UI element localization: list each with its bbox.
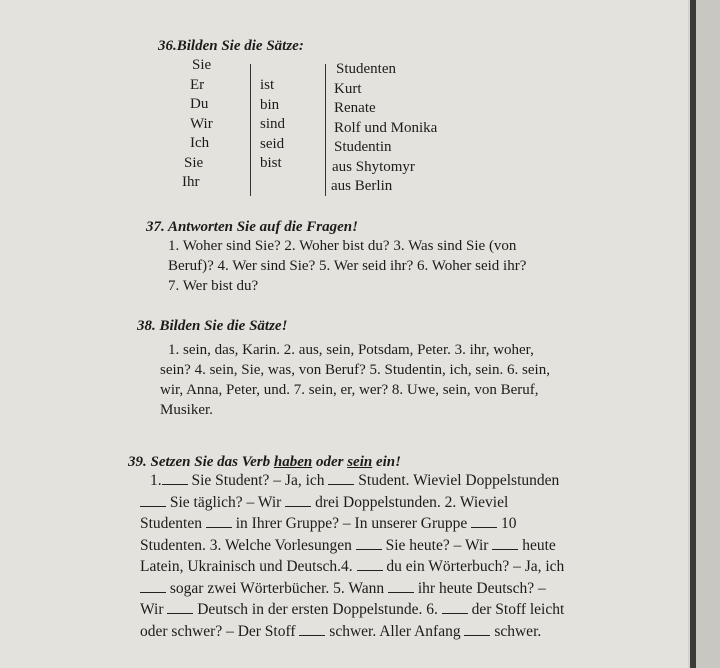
verb: sind (260, 116, 286, 132)
title-part: ein! (372, 454, 401, 470)
text-line: Musiker. (160, 402, 213, 418)
text-fragment: Studenten (140, 515, 206, 532)
gap-blank (167, 601, 193, 614)
title-part: oder (312, 454, 348, 470)
text-fragment: schwer. (490, 622, 542, 640)
exercise-38-text (164, 340, 658, 360)
gap-blank (299, 623, 325, 636)
gap-blank (442, 601, 468, 614)
pronoun: Sie (192, 57, 212, 73)
gap-blank (328, 472, 354, 485)
text-fragment: Studenten. 3. Welche Vorlesungen (140, 536, 356, 554)
column-divider (250, 64, 251, 196)
text-fragment: Student. Wieviel Doppelstunden (354, 472, 560, 489)
exercise-36-title: 36.Bilden Sie die Sätze: (158, 38, 304, 54)
complement: aus Berlin (331, 178, 393, 194)
exercise-39-text (140, 470, 660, 642)
exercise-39-title (128, 454, 401, 471)
text-fragment: Sie Student? – Ja, ich (187, 472, 329, 489)
verb: bin (260, 96, 280, 113)
gap-blank (162, 472, 188, 485)
gap-blank (140, 494, 166, 507)
complement: aus Shytomyr (332, 158, 415, 175)
complement-column (331, 60, 438, 197)
book-binding (690, 0, 696, 668)
text-fragment: heute (518, 536, 556, 554)
gap-blank (285, 494, 311, 507)
title-part: 39. Setzen Sie das Verb (128, 454, 274, 470)
page-edge (696, 0, 720, 668)
pronoun: Wir (190, 115, 213, 132)
text-fragment: in Ihrer Gruppe? – In unserer Gruppe (231, 515, 472, 532)
text-fragment: Wir (140, 601, 168, 618)
complement: Kurt (334, 80, 362, 97)
pronoun: Sie (184, 154, 204, 171)
verb: seid (260, 135, 285, 152)
text-fragment: oder schwer? – Der Stoff (140, 622, 300, 640)
text-line: wir, Anna, Peter, und. 7. sein, er, wer? 8. Uwe, sein, von Beruf, (160, 382, 539, 398)
pronoun-column (182, 56, 213, 193)
verb: ist (260, 77, 275, 93)
text-line: 1. sein, das, Karin. 2. aus, sein, Potsdam, Peter. 3. ihr, woher, (168, 342, 534, 358)
gap-blank (464, 623, 490, 636)
text-line: 7. Wer bist du? (168, 278, 259, 294)
text-fragment: sogar zwei Wörterbücher. 5. Wann (166, 579, 388, 597)
column-divider (325, 64, 326, 196)
gap-blank (471, 515, 497, 528)
pronoun: Ich (190, 135, 210, 151)
complement: Studentin (334, 139, 392, 155)
text-fragment: 10 (497, 515, 517, 532)
text-fragment: 1. (150, 472, 162, 489)
pronoun: Er (190, 76, 205, 93)
text-fragment: Sie täglich? – Wir (166, 493, 286, 511)
text-fragment: ihr heute Deutsch? – (414, 579, 546, 597)
exercise-38-title: 38. Bilden Sie die Sätze! (137, 318, 288, 334)
exercise-37-text (168, 256, 658, 296)
gap-blank (357, 558, 383, 571)
text-fragment: drei Doppelstunden. 2. Wieviel (311, 493, 509, 511)
text-fragment: Sie heute? – Wir (381, 536, 493, 554)
text-fragment: Latein, Ukrainisch und Deutsch.4. (140, 558, 357, 575)
text-fragment: der Stoff leicht (467, 601, 565, 618)
exercise-38-text (160, 360, 660, 420)
text-fragment: schwer. Aller Anfang (325, 622, 465, 640)
exercise-37-title: 37. Antworten Sie auf die Fragen! (146, 219, 358, 235)
verb: bist (260, 155, 282, 171)
verb-column (260, 76, 285, 174)
complement: Studenten (336, 61, 396, 77)
pronoun: Ihr (182, 174, 200, 190)
text-line: sein? 4. sein, Sie, was, von Beruf? 5. Studentin, ich, sein. 6. sein, (160, 362, 550, 378)
complement: Renate (334, 100, 376, 116)
gap-blank (388, 580, 414, 593)
gap-blank (492, 537, 518, 550)
gap-blank (206, 515, 232, 528)
text-line: Beruf)? 4. Wer sind Sie? 5. Wer seid ihr? 6. Woher seid ihr? (168, 258, 527, 274)
text-line: 1. Woher sind Sie? 2. Woher bist du? 3. Was sind Sie (von (168, 238, 517, 254)
gap-blank (140, 580, 166, 593)
exercise-37-text (168, 236, 658, 256)
verb-sein: sein (347, 454, 373, 470)
gap-blank (356, 537, 382, 550)
text-fragment: du ein Wörterbuch? – Ja, ich (382, 558, 565, 575)
complement: Rolf und Monika (334, 119, 438, 136)
text-fragment: Deutsch in der ersten Doppelstunde. 6. (193, 601, 442, 618)
verb-haben: haben (273, 454, 313, 470)
pronoun: Du (190, 96, 209, 112)
